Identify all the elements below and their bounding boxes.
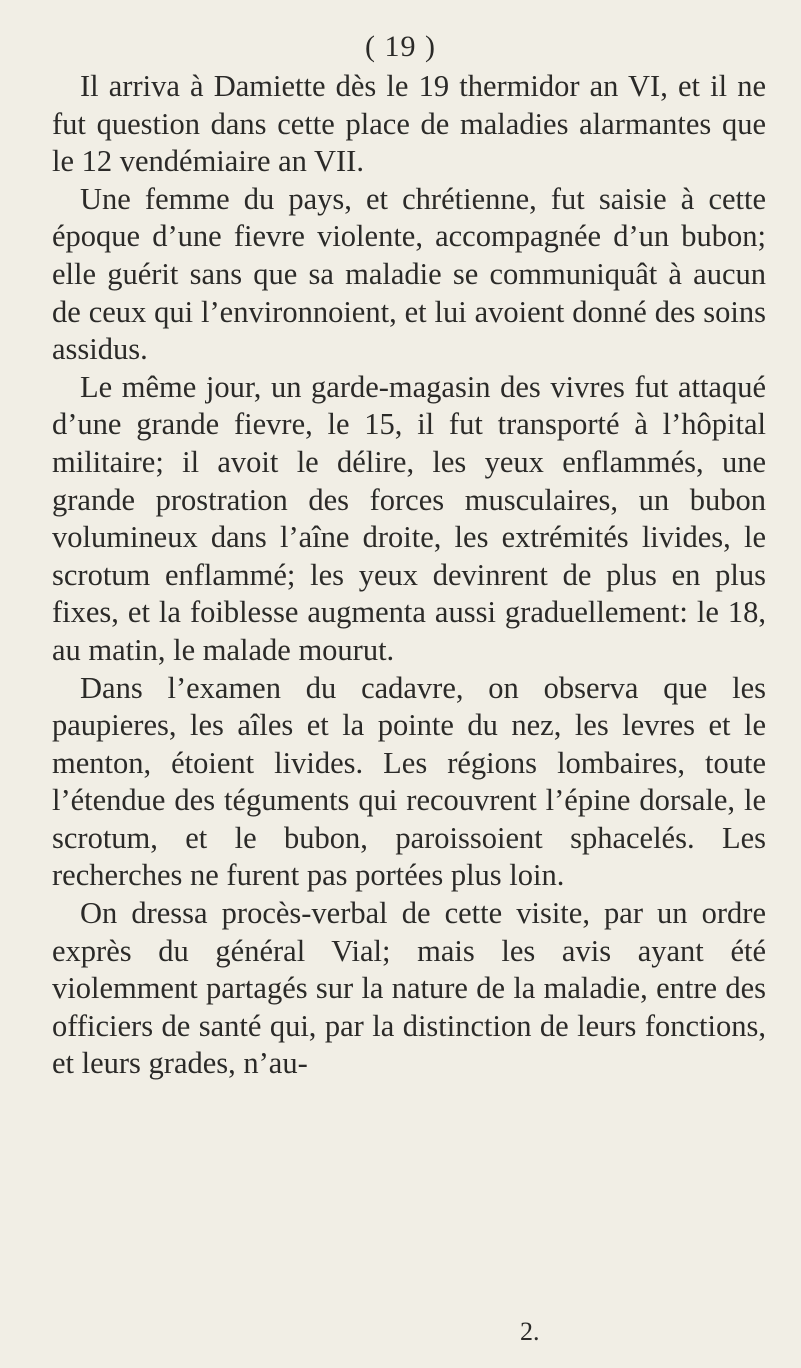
body-text: [52, 68, 766, 1083]
signature-mark: 2.: [520, 1317, 540, 1346]
paragraph: Une femme du pays, et chrétienne, fut saisie à cette époque d’une fievre violente, accompagnée d’un bubon; elle guérit sans que sa maladie se communiquât à aucun de ceux qui l’environnoient, et lui avoient donné des soins assidus.: [52, 181, 766, 367]
page-number: ( 19 ): [365, 30, 436, 63]
paragraph: On dressa procès-verbal de cette visite, par un ordre exprès du général Vial; mais les avis ayant été violemment partagés sur la nature de la maladie, entre des officiers de santé qui, par la distinction de leurs fonctions, et leurs grades, n’au-: [52, 896, 766, 1081]
paragraph: Le même jour, un garde-magasin des vivres fut attaqué d’une grande fievre, le 15, il fut transporté à l’hôpital militaire; il avoit le délire, les yeux enflammés, une grande prostration des forces musculaires, un bubon volumineux dans l’aîne droite, les extrémités livides, le scrotum enflammé; les yeux devinrent de plus en plus fixes, et la foiblesse augmenta aussi graduellement: le 18, au matin, le malade mourut.: [52, 369, 766, 667]
paragraph: Dans l’examen du cadavre, on observa que les paupieres, les aîles et la pointe du nez, les levres et le menton, étoient livides. Les régions lombaires, toute l’étendue des téguments qui recouvrent l’épine dorsale, le scrotum, et le bubon, paroissoient sphacelés. Les recherches ne furent pas portées plus loin.: [52, 670, 766, 893]
paragraph: Il arriva à Damiette dès le 19 thermidor an VI, et il ne fut question dans cette place de maladies alarmantes que le 12 vendémiaire an VII.: [52, 69, 766, 179]
